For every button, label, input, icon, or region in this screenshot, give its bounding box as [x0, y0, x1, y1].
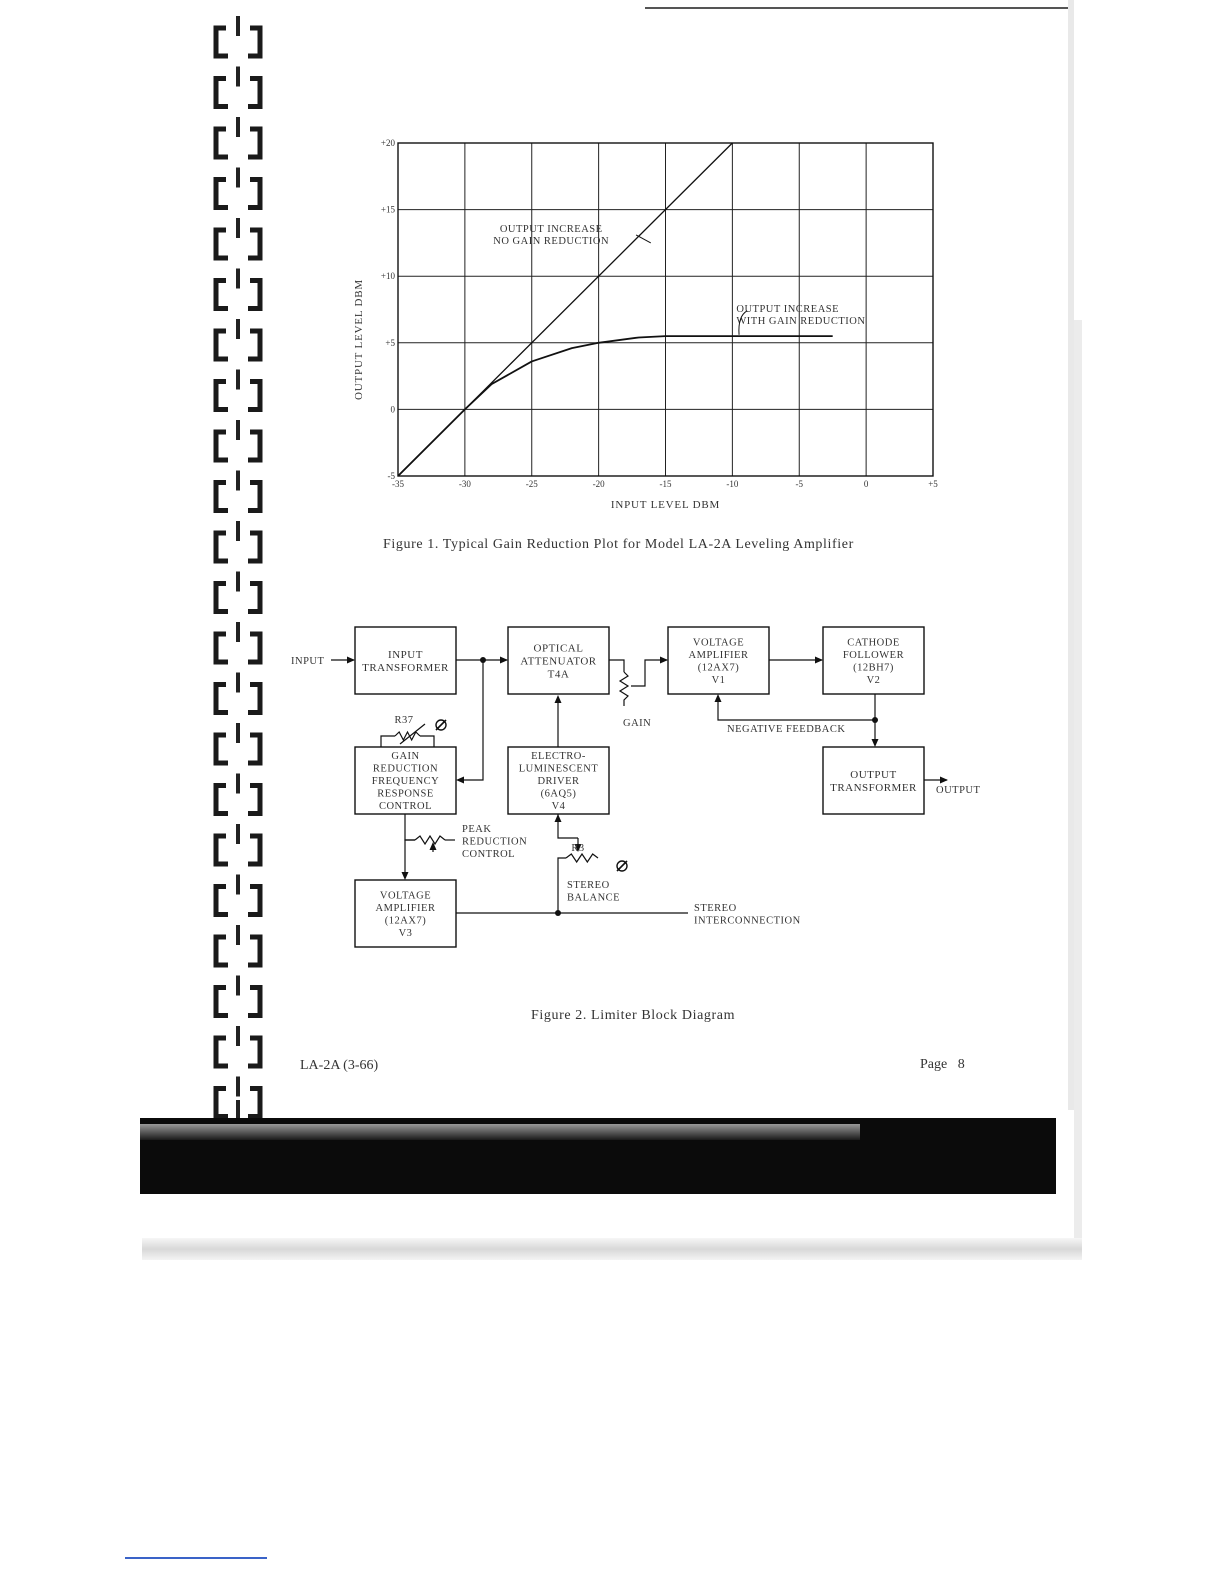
block-voltage-amplifier-v3-label: VOLTAGE	[379, 890, 432, 902]
binding-ring	[216, 1026, 260, 1066]
block-gain-reduction-control-label: CONTROL	[378, 801, 433, 813]
ring-left	[216, 634, 228, 662]
ring-right	[248, 180, 260, 208]
block-optical-attenuator-label: T4A	[547, 668, 570, 681]
wire-negative-feedback	[718, 696, 875, 720]
block-voltage-amplifier-v1	[668, 627, 769, 694]
label-peak-reduction: REDUCTION	[462, 836, 528, 848]
block-optical-attenuator	[508, 627, 609, 694]
block-el-driver	[508, 747, 609, 814]
block-optical-attenuator-label: ATTENUATOR	[520, 655, 597, 668]
block-cathode-follower	[823, 627, 924, 694]
series-line-with-gain-reduction	[398, 336, 833, 476]
block-el-driver-label: V4	[551, 801, 566, 813]
y-tick-label: +5	[385, 337, 395, 348]
arrow-feedback	[715, 694, 722, 702]
resistor-peak-reduction	[415, 836, 445, 844]
ring-right	[248, 432, 260, 460]
ring-right	[248, 836, 260, 864]
ring-left	[216, 584, 228, 612]
ring-right	[248, 685, 260, 713]
label-r3: R3	[571, 843, 585, 854]
binding-ring	[216, 673, 260, 713]
binding-ring	[216, 67, 260, 107]
y-tick-label: -5	[387, 471, 395, 481]
block-el-driver-label: ELECTRO-	[531, 751, 586, 763]
ring-right	[248, 230, 260, 258]
gain-reduction-chart	[330, 130, 1050, 570]
ring-left	[216, 1089, 228, 1117]
ring-right	[248, 382, 260, 410]
arrow-to-v3	[402, 872, 409, 880]
binding-ring	[216, 218, 260, 258]
ring-left	[216, 1038, 228, 1066]
y-axis-label: OUTPUT LEVEL DBM	[353, 279, 365, 400]
label-stereo-balance: BALANCE	[567, 892, 621, 904]
block-optical-attenuator-label: OPTICAL	[533, 642, 584, 655]
binding-ring	[216, 319, 260, 359]
scan-edge-highlight	[140, 1124, 860, 1140]
ring-right	[248, 129, 260, 157]
arrow-to-gain-reduction	[456, 777, 464, 784]
footer-model: LA-2A (3-66)	[300, 1058, 379, 1073]
page-top-edge	[645, 7, 1070, 9]
block-voltage-amplifier-v1-label: VOLTAGE	[692, 637, 745, 649]
y-tick-label: 0	[390, 404, 395, 415]
annotation-no-gain-line1: OUTPUT INCREASE	[499, 224, 603, 236]
ring-right	[248, 79, 260, 107]
binding-ring	[216, 824, 260, 864]
label-peak-reduction: PEAK	[462, 824, 492, 835]
block-voltage-amplifier-v3-label: AMPLIFIER	[375, 902, 436, 914]
binding-ring	[216, 168, 260, 208]
block-cathode-follower-label: (12BH7)	[853, 662, 894, 674]
binding-ring	[216, 925, 260, 965]
ring-left	[216, 382, 228, 410]
annotation-with-gain-line1: OUTPUT INCREASE	[736, 304, 840, 316]
label-stereo-interconnection: INTERCONNECTION	[694, 915, 801, 927]
block-gain-reduction-control-label: REDUCTION	[372, 763, 439, 775]
annotation-no-gain-line2: NO GAIN REDUCTION	[493, 236, 610, 248]
binding-ring	[216, 976, 260, 1016]
resistor-r37	[395, 732, 420, 740]
ring-left	[216, 533, 228, 561]
arrow-output	[940, 777, 948, 784]
junction-dot	[555, 910, 561, 916]
block-output-transformer-label: TRANSFORMER	[830, 781, 917, 794]
ring-right	[248, 937, 260, 965]
binding-ring	[216, 370, 260, 410]
binding-ring	[216, 875, 260, 915]
block-el-driver-label: DRIVER	[537, 776, 580, 788]
block-gain-reduction-control-label: RESPONSE	[377, 788, 434, 800]
arrow-to-oa-up	[555, 695, 562, 703]
wire-oa-to-gain	[609, 660, 624, 672]
arrow-input	[347, 657, 355, 664]
block-output-transformer	[823, 747, 924, 814]
binding-ring	[216, 16, 260, 56]
ring-right	[248, 1089, 260, 1117]
x-tick-label: 0	[863, 479, 869, 489]
ring-right	[248, 634, 260, 662]
label-output: OUTPUT	[936, 785, 981, 796]
figure1-caption: Figure 1. Typical Gain Reduction Plot for Model LA-2A Leveling Amplifier	[383, 537, 854, 552]
ring-right	[248, 533, 260, 561]
block-voltage-amplifier-v3-label: V3	[398, 927, 413, 939]
x-tick-label: -15	[659, 479, 672, 489]
ring-left	[216, 180, 228, 208]
figure2-caption: Figure 2. Limiter Block Diagram	[531, 1008, 736, 1023]
ring-left	[216, 887, 228, 915]
ring-left	[216, 129, 228, 157]
arrow-to-el	[555, 814, 562, 822]
block-input-transformer-label: TRANSFORMER	[362, 661, 449, 674]
wire-r3-top	[558, 814, 578, 838]
block-gain-reduction-control	[355, 747, 456, 814]
x-tick-label: -10	[726, 479, 739, 489]
label-negative-feedback: NEGATIVE FEEDBACK	[727, 724, 846, 735]
r37-variable-arrow	[400, 724, 425, 744]
ring-left	[216, 79, 228, 107]
ring-right	[248, 1038, 260, 1066]
arrow-to-oa	[500, 657, 508, 664]
ring-right	[248, 483, 260, 511]
block-input-transformer	[355, 627, 456, 694]
arrow-to-v1	[660, 657, 668, 664]
wire-r37-left	[381, 736, 395, 747]
x-tick-label: +5	[928, 479, 938, 489]
footer-page-number: Page 8	[920, 1057, 965, 1072]
ring-left	[216, 483, 228, 511]
block-voltage-amplifier-v1-label: (12AX7)	[697, 662, 740, 674]
binding-ring	[216, 521, 260, 561]
ring-right	[248, 28, 260, 56]
x-axis-label: INPUT LEVEL DBM	[610, 499, 721, 511]
binding-ring	[216, 269, 260, 309]
ring-right	[248, 584, 260, 612]
y-tick-label: +10	[380, 271, 395, 282]
ring-right	[248, 331, 260, 359]
wire-r37-right	[420, 736, 434, 747]
block-voltage-amplifier-v3-label: (12AX7)	[384, 915, 427, 927]
binding-ring	[216, 471, 260, 511]
block-gain-reduction-control-label: FREQUENCY	[371, 776, 440, 788]
scan-edge-lower-shadow	[142, 1238, 1082, 1260]
binding-ring	[216, 622, 260, 662]
wire-to-gain-reduction	[458, 660, 483, 780]
arrow-to-output-transformer	[872, 739, 879, 747]
ring-right	[248, 988, 260, 1016]
y-tick-label: +20	[380, 138, 395, 148]
block-el-driver-label: (6AQ5)	[540, 788, 577, 800]
label-peak-reduction: CONTROL	[462, 849, 516, 860]
bottom-left-line	[125, 1557, 267, 1559]
block-gain-reduction-control-label: GAIN	[391, 751, 420, 763]
ring-left	[216, 735, 228, 763]
spiral-binding	[0, 0, 300, 1584]
label-stereo-balance: STEREO	[567, 880, 610, 891]
page-right-shadow-lower	[1074, 320, 1082, 1240]
ring-left	[216, 836, 228, 864]
ring-left	[216, 937, 228, 965]
x-tick-label: -5	[795, 479, 803, 489]
x-tick-label: -20	[592, 479, 605, 489]
ring-left	[216, 432, 228, 460]
annotation-with-gain-line2: WITH GAIN REDUCTION	[736, 316, 866, 328]
block-voltage-amplifier-v1-label: V1	[711, 674, 726, 686]
ring-left	[216, 230, 228, 258]
binding-ring	[216, 774, 260, 814]
binding-ring	[216, 420, 260, 460]
block-output-transformer-label: OUTPUT	[850, 768, 897, 781]
label-input: INPUT	[291, 656, 325, 667]
ring-left	[216, 988, 228, 1016]
ring-left	[216, 786, 228, 814]
resistor-r3	[566, 854, 598, 862]
label-gain: GAIN	[623, 718, 652, 729]
annotation-leader	[636, 235, 651, 243]
binding-ring	[216, 723, 260, 763]
binding-ring	[216, 117, 260, 157]
ring-right	[248, 887, 260, 915]
ring-left	[216, 685, 228, 713]
block-voltage-amplifier-v3	[355, 880, 456, 947]
limiter-block-diagram	[285, 615, 1025, 975]
ring-right	[248, 735, 260, 763]
ring-left	[216, 281, 228, 309]
label-stereo-interconnection: STEREO	[694, 903, 737, 914]
gain-potentiometer	[620, 672, 628, 706]
y-tick-label: +15	[380, 204, 395, 215]
x-tick-label: -25	[525, 479, 538, 489]
x-tick-label: -35	[392, 479, 404, 489]
arrow-to-cf	[815, 657, 823, 664]
label-r37: R37	[394, 715, 414, 726]
block-el-driver-label: LUMINESCENT	[518, 763, 599, 775]
block-cathode-follower-label: V2	[866, 674, 881, 686]
block-input-transformer-label: INPUT	[388, 648, 423, 661]
block-cathode-follower-label: CATHODE	[847, 637, 900, 649]
x-tick-label: -30	[458, 479, 471, 489]
wire-peak-left	[405, 814, 415, 840]
block-cathode-follower-label: FOLLOWER	[842, 649, 905, 661]
ring-left	[216, 28, 228, 56]
ring-right	[248, 786, 260, 814]
ring-right	[248, 281, 260, 309]
block-voltage-amplifier-v1-label: AMPLIFIER	[688, 649, 749, 661]
binding-ring	[216, 572, 260, 612]
wire-gain-to-v1	[631, 660, 667, 686]
ring-left	[216, 331, 228, 359]
wire-r3-down	[558, 858, 566, 913]
